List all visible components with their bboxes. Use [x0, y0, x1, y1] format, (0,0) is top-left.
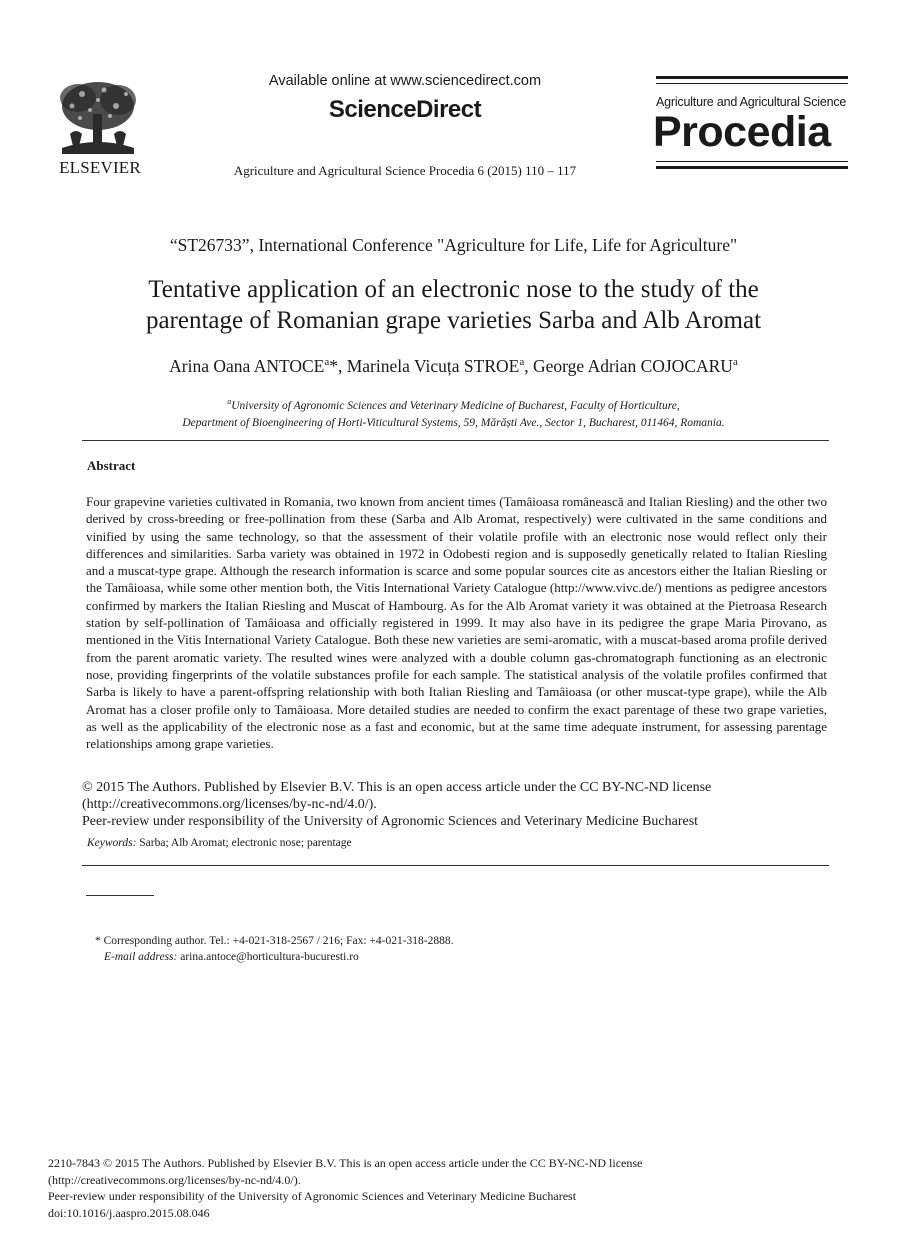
author-name: Marinela Vicuța STROE	[346, 356, 520, 376]
license-link[interactable]: (http://creativecommons.org/licenses/by-nc-nd/4.0/).	[82, 797, 377, 812]
journal-citation: Agriculture and Agricultural Science Procedia 6 (2015) 110 – 117	[233, 163, 577, 178]
affiliation-line: University of Agronomic Sciences and Veterinary Medicine of Bucharest, Faculty of Horticulture,	[231, 399, 680, 412]
email-note	[104, 951, 359, 963]
journal-series-name: Agriculture and Agricultural Science	[656, 95, 847, 109]
email-address[interactable]: arina.antoce@horticultura-bucuresti.ro	[180, 951, 359, 963]
affiliation-mark: a	[519, 356, 525, 369]
corresponding-author-note: * Corresponding author. Tel.: +4-021-318-2567 / 216; Fax: +4-021-318-2888.	[95, 935, 454, 947]
affiliation-mark: a	[732, 356, 738, 369]
available-online-text: Available online at www.sciencedirect.com	[268, 73, 542, 89]
author-list	[60, 356, 847, 377]
keywords	[87, 837, 352, 849]
affiliation-mark: a	[324, 356, 330, 369]
author-name: Arina Oana ANTOCE	[169, 356, 325, 376]
author-name: George Adrian COJOCARU	[533, 356, 733, 376]
paper-title	[60, 274, 847, 336]
journal-logo-rule	[656, 161, 848, 162]
paper-title-line: Tentative application of an electronic nose to the study of the	[148, 276, 759, 303]
email-label: E-mail address:	[104, 951, 178, 963]
keywords-label: Keywords:	[87, 837, 137, 849]
affiliation-line: Department of Bioengineering of Horti-Viticultural Systems, 59, Mărăști Ave., Sector 1, Bucharest, 011464, Romania.	[182, 416, 725, 429]
footnote-rule	[86, 895, 154, 896]
journal-logo-rule	[656, 76, 848, 79]
keywords-list: Sarba; Alb Aromat; electronic nose; parentage	[139, 837, 352, 849]
author-separator: *,	[329, 356, 347, 376]
section-divider	[82, 440, 829, 441]
footer-license-line: 2210-7843 © 2015 The Authors. Published by Elsevier B.V. This is an open access article under the CC BY-NC-ND license	[48, 1156, 643, 1170]
section-divider	[82, 865, 829, 866]
conference-name: “ST26733”, International Conference "Agriculture for Life, Life for Agriculture"	[169, 235, 738, 255]
sciencedirect-logo: ScienceDirect	[328, 96, 482, 123]
footer-license-link[interactable]: (http://creativecommons.org/licenses/by-nc-nd/4.0/).	[48, 1172, 301, 1187]
footer-doi[interactable]: doi:10.1016/j.aaspro.2015.08.046	[48, 1205, 210, 1220]
journal-logo-rule	[656, 83, 848, 84]
paper-title-line: parentage of Romanian grape varieties Sarba and Alb Aromat	[145, 307, 762, 334]
copyright-line: © 2015 The Authors. Published by Elsevier B.V. This is an open access article under the CC BY-NC-ND license	[82, 780, 712, 795]
affiliation	[60, 393, 847, 432]
footer-peer-review: Peer-review under responsibility of the University of Agronomic Sciences and Veterinary Medicine Bucharest	[48, 1189, 577, 1203]
abstract-text: Four grapevine varieties cultivated in Romania, two known from ancient times (Tamâioasa românească and Italian Riesling) and the other two derived by cross-breeding or free-pollination from these (Sarba and Alb Aromat, respectively) were cultivated in the same conditions and vinified by using the same technology, so that the assessment of their volatile profile with an electronic nose would reflect only their differences and similarities. Sarba variety was obtained in 1972 in Odobesti region and is supposedly genetically related to Italian Riesling and a muscat-type grape. Although the research information is scarce and some popular sources cite as ancestors either the Italian Riesling or the Tamâioasa, while some other mention both, the Vitis International Variety Catalogue (http://www.vivc.de/) mentions as pedigree ancestors confirmed by markers the Italian Riesling and Muscat of Hambourg. As for the Alb Aromat variety it was obtained at the Pietroasa Research station by self-pollination of Tamâioasa and officially registered in 1999. It may also have in its pedigree the grape Maria Pirovano, as mentioned in the Vitis International Variety Catalogue. Both these new varieties are semi-aromatic, with a muscat-based aroma profile derived from the parent aromatic variety. The resulted wines were analyzed with a double column gas-chromatograph functioning as an electronic nose, providing fingerprints of the volatile substances profile for each sample. The statistical analysis of the volatile profiles confirmed that Sarba is likely to have a parent-offspring relationship with both Italian Riesling and Tamâioasa (or other muscat-type grape), while the Alb Aromat has a closer profile only to Tamâioasa. More detailed studies are needed to confirm the exact parentage of these two grape varieties, as well as the applicability of the electronic nose as a fast and economic, but at the same time adequate instrument, for assessing parentage relationships among grape varieties.	[86, 494, 827, 752]
author-separator: ,	[524, 356, 533, 376]
abstract-heading: Abstract	[87, 458, 136, 473]
page-footer	[48, 1155, 868, 1221]
peer-review-note: Peer-review under responsibility of the University of Agronomic Sciences and Veterinary Medicine Bucharest	[82, 814, 699, 829]
elsevier-tree-icon	[52, 76, 144, 158]
journal-brand-logo: Procedia	[653, 108, 831, 156]
affiliation-mark: a	[227, 397, 232, 406]
copyright-notice	[82, 779, 827, 830]
publisher-name: ELSEVIER	[59, 158, 141, 177]
journal-logo-rule	[656, 166, 848, 169]
